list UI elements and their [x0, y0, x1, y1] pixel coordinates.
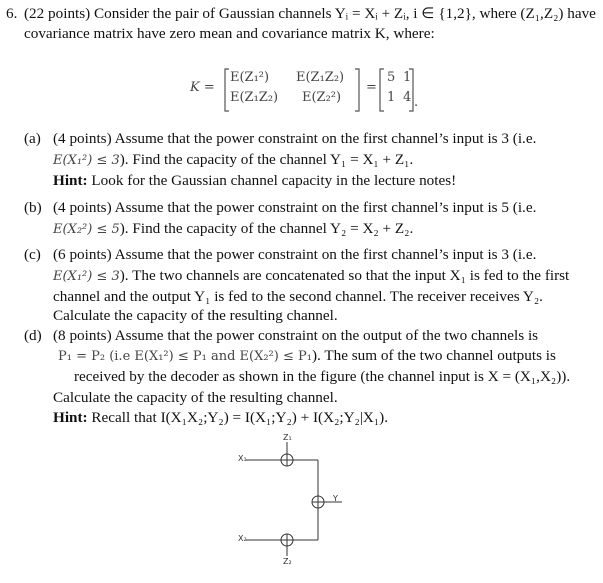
part-a-label: (a) — [24, 130, 41, 147]
matrix-value-22: 4 — [403, 90, 412, 105]
problem-header-line2: covariance matrix have zero mean and covariance matrix K, where: — [24, 25, 435, 42]
matrix-value-21: 1 — [387, 90, 396, 105]
channel-diagram-lines — [230, 430, 370, 580]
part-a-hint-label: Hint: — [53, 172, 88, 189]
part-a-line1: (4 points) Assume that the power constraint on the first channel’s input is 3 (i.e. — [53, 130, 537, 147]
matrix-equals: = — [366, 80, 377, 95]
diagram-label-z2: Z₂ — [283, 557, 292, 566]
problem-header-line1: (22 points) Consider the pair of Gaussian channels Yᵢ = Xᵢ + Zᵢ, i ∈ {1,2}, where (Z₁,Z₂) have — [24, 5, 596, 22]
matrix-value-12: 1 — [403, 70, 412, 85]
part-c-line4: Calculate the capacity of the resulting channel. — [53, 307, 338, 324]
part-b-math: E(X₂²) ≤ 5 — [53, 222, 120, 237]
part-c-math: E(X₁²) ≤ 3 — [53, 269, 120, 284]
matrix-cell-11: E(Z₁²) — [230, 70, 270, 85]
part-a-hint-text: Look for the Gaussian channel capacity in the lecture notes! — [91, 172, 457, 189]
part-c-line3: channel and the output Y₁ is fed to the second channel. The receiver receives Y₂. — [53, 288, 543, 305]
diagram-label-z1: Z₁ — [283, 433, 292, 442]
part-b-line1: (4 points) Assume that the power constraint on the first channel’s input is 5 (i.e. — [53, 199, 537, 216]
part-d-line2: ). The sum of the two channel outputs is — [311, 347, 556, 364]
matrix-cell-12: E(Z₁Z₂) — [296, 70, 345, 85]
part-d-line1: (8 points) Assume that the power constraint on the output of the two channels is — [53, 327, 539, 344]
matrix-value-11: 5 — [387, 70, 396, 85]
part-d-hint-label: Hint: — [53, 409, 88, 426]
part-d-line3: received by the decoder as shown in the figure (the channel input is X = (X₁,X₂)). — [74, 368, 571, 385]
matrix-label: K = — [190, 80, 215, 95]
diagram-label-x2: X₂ — [238, 534, 247, 543]
part-c-line1: (6 points) Assume that the power constraint on the first channel’s input is 3 (i.e. — [53, 246, 537, 263]
diagram-label-x1: X₁ — [238, 454, 247, 463]
part-d-line4: Calculate the capacity of the resulting channel. — [53, 389, 338, 406]
problem-number: 6. — [6, 5, 18, 22]
part-d-math: P₁ = P₂ (i.e E(X₁²) ≤ P₁ and E(X₂²) ≤ P₁ — [58, 349, 312, 364]
matrix-period: . — [414, 95, 419, 110]
part-d-label: (d) — [24, 327, 42, 344]
matrix-cell-21: E(Z₁Z₂) — [230, 90, 279, 105]
diagram-label-y: Y — [333, 494, 338, 503]
part-c-label: (c) — [24, 246, 41, 263]
part-a-line2: ). Find the capacity of the channel Y₁ = X₁ + Z₁. — [119, 151, 414, 168]
part-b-label: (b) — [24, 199, 42, 216]
part-d-hint-text: Recall that I(X₁X₂;Y₂) = I(X₁;Y₂) + I(X₂;Y₂|X₁). — [91, 409, 389, 426]
part-c-line2: ). The two channels are concatenated so that the input X₁ is fed to the first — [119, 267, 570, 284]
matrix-cell-22: E(Z₂²) — [302, 90, 342, 105]
part-b-line2: ). Find the capacity of the channel Y₂ = X₂ + Z₂. — [119, 220, 414, 237]
part-a-math: E(X₁²) ≤ 3 — [53, 153, 120, 168]
